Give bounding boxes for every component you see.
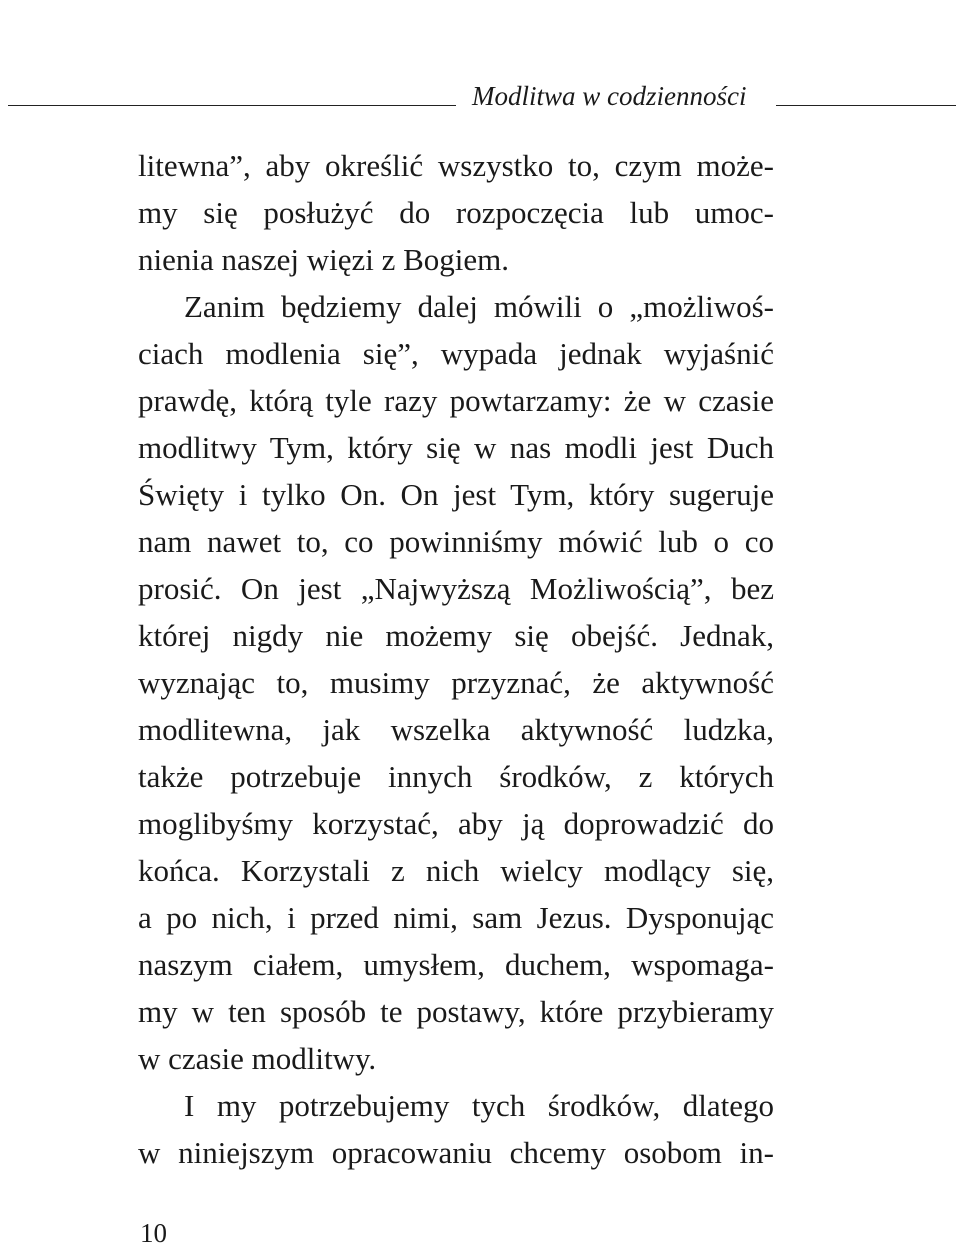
- text-line: której nigdy nie możemy się obejść. Jednak,: [138, 618, 774, 653]
- text-line: ciach modlenia się”, wypada jednak wyjaśnić: [138, 336, 774, 371]
- text-line: my w ten sposób te postawy, które przybieramy: [138, 994, 774, 1029]
- text-line: prawdę, którą tyle razy powtarzamy: że w czasie: [138, 383, 774, 418]
- text-line: modlitewna, jak wszelka aktywność ludzka,: [138, 712, 774, 747]
- text-line: prosić. On jest „Najwyższą Możliwością”, bez: [138, 571, 774, 606]
- text-line: I my potrzebujemy tych środków, dlatego: [184, 1088, 774, 1123]
- body-text: [138, 142, 774, 1176]
- text-line: nienia naszej więzi z Bogiem.: [138, 242, 510, 277]
- text-line: nam nawet to, co powinniśmy mówić lub o co: [138, 524, 774, 559]
- text-line: my się posłużyć do rozpoczęcia lub umoc-: [138, 195, 774, 230]
- text-line: wyznając to, musimy przyznać, że aktywność: [138, 665, 774, 700]
- text-line: naszym ciałem, umysłem, duchem, wspomaga-: [138, 947, 774, 982]
- text-line: moglibyśmy korzystać, aby ją doprowadzić do: [138, 806, 774, 841]
- text-line: Święty i tylko On. On jest Tym, który sugeruje: [138, 477, 774, 512]
- text-line: końca. Korzystali z nich wielcy modlący się,: [138, 853, 774, 888]
- text-line: w czasie modlitwy.: [138, 1041, 377, 1076]
- text-line: a po nich, i przed nimi, sam Jezus. Dysponując: [138, 900, 774, 935]
- page-number: 10: [140, 1218, 167, 1248]
- header-rule-right: [776, 105, 956, 106]
- text-line: litewna”, aby określić wszystko to, czym może-: [138, 148, 774, 183]
- text-line: Zanim będziemy dalej mówili o „możliwoś-: [184, 289, 774, 324]
- running-header: [0, 78, 960, 118]
- header-rule-left: [8, 105, 456, 106]
- text-line: modlitwy Tym, który się w nas modli jest Duch: [138, 430, 774, 465]
- text-line: także potrzebuje innych środków, z których: [138, 759, 774, 794]
- running-title: Modlitwa w codzienności: [472, 81, 747, 111]
- text-line: w niniejszym opracowaniu chcemy osobom in-: [138, 1135, 774, 1170]
